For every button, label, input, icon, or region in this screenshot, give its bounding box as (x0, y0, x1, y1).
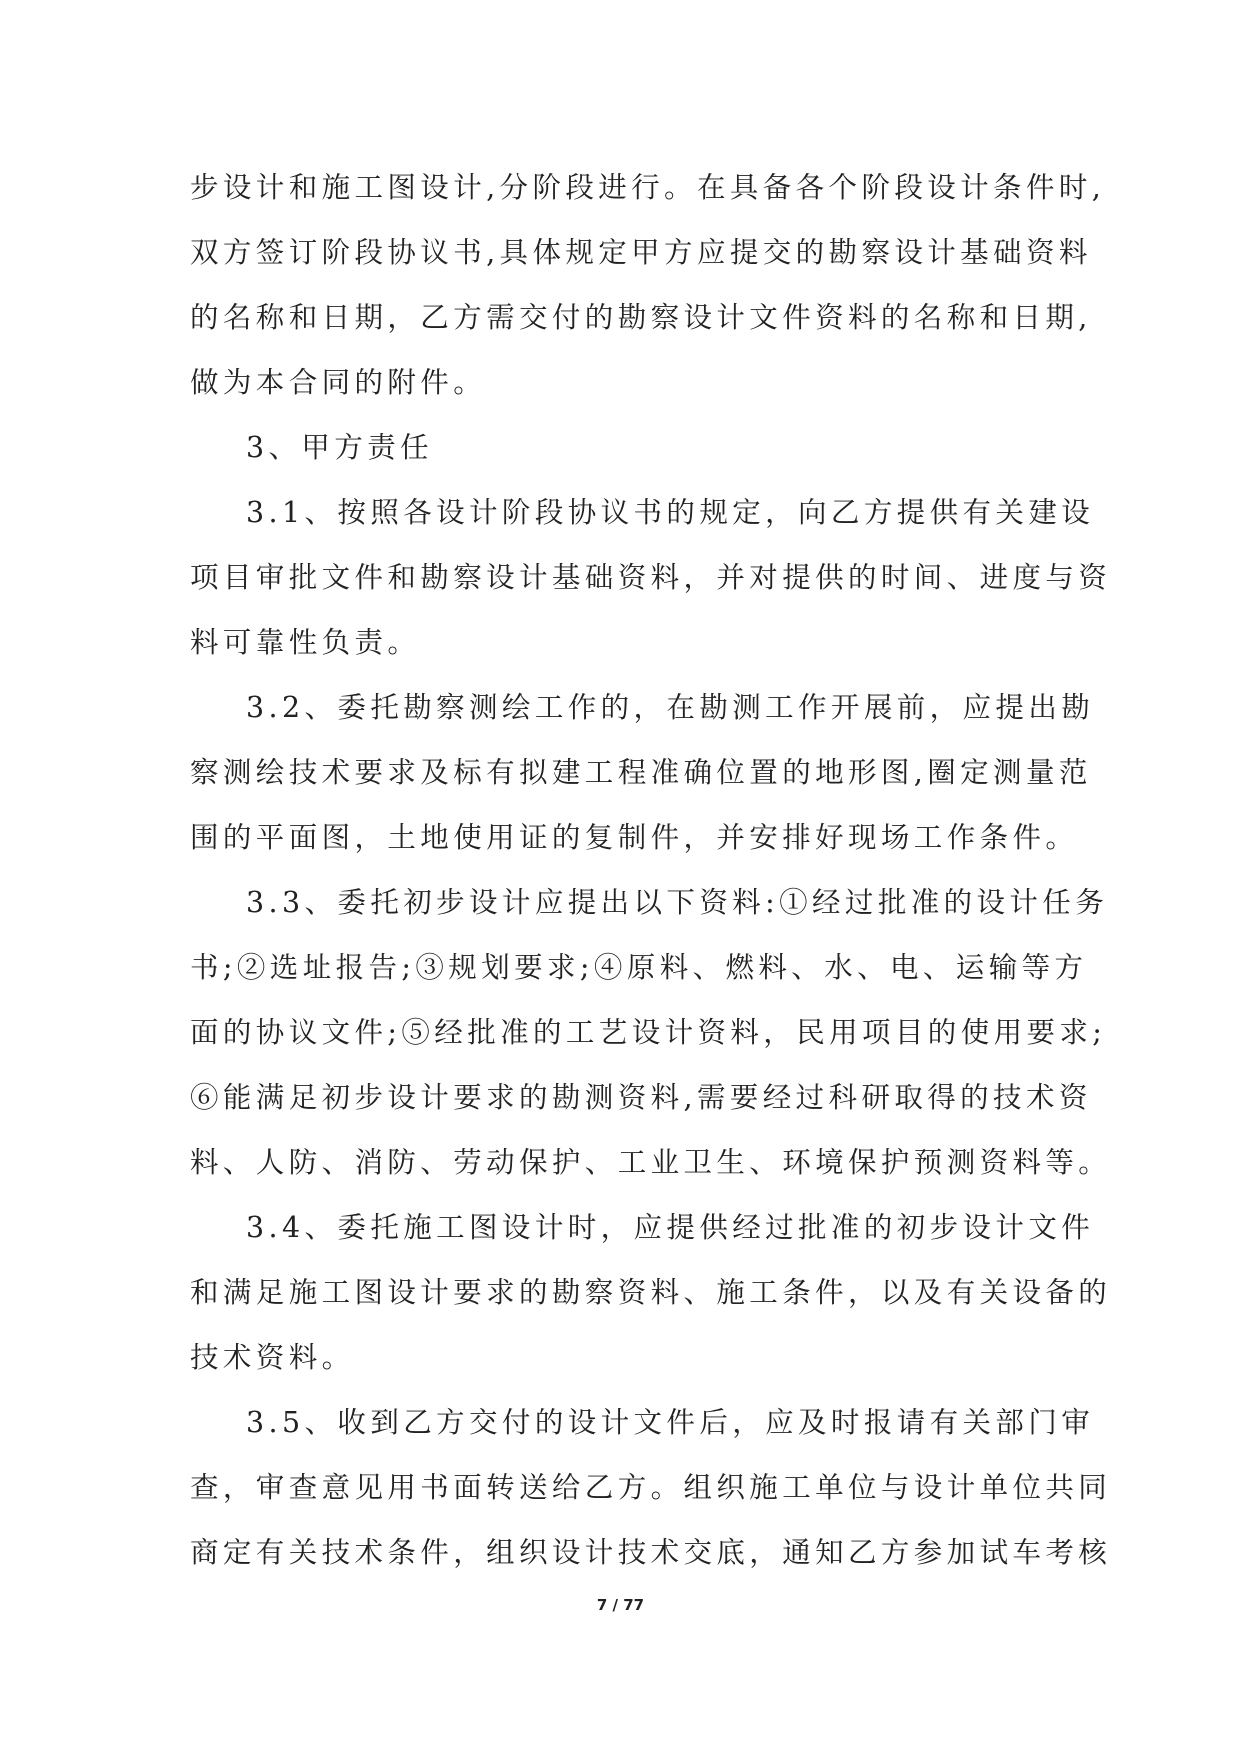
text-line: 双方签订阶段协议书,具体规定甲方应提交的勘察设计基础资料 (190, 236, 1092, 269)
text-line: 察测绘技术要求及标有拟建工程准确位置的地形图,圈定测量范 (190, 756, 1092, 789)
text-line: 3.5、收到乙方交付的设计文件后，应及时报请有关部门审 (246, 1406, 1095, 1439)
text-line: 面的协议文件;⑤经批准的工艺设计资料，民用项目的使用要求; (190, 1016, 1107, 1049)
text-line: 3.4、委托施工图设计时，应提供经过批准的初步设计文件 (246, 1211, 1095, 1244)
text-line: 3.2、委托勘察测绘工作的，在勘测工作开展前，应提出勘 (246, 691, 1095, 724)
text-line: 3、甲方责任 (246, 431, 434, 464)
text-line: 的名称和日期，乙方需交付的勘察设计文件资料的名称和日期, (190, 301, 1092, 334)
text-line: 3.3、委托初步设计应提出以下资料:①经过批准的设计任务 (246, 886, 1109, 919)
text-line: 查，审查意见用书面转送给乙方。组织施工单位与设计单位共同 (190, 1471, 1112, 1504)
text-line: 做为本合同的附件。 (190, 366, 487, 399)
document-body (190, 155, 1112, 1585)
page-number: 7 / 77 (596, 1596, 645, 1614)
text-line: 3.1、按照各设计阶段协议书的规定，向乙方提供有关建设 (246, 496, 1095, 529)
text-line: 书;②选址报告;③规划要求;④原料、燃料、水、电、运输等方 (190, 951, 1088, 984)
text-line: 商定有关技术条件，组织设计技术交底，通知乙方参加试车考核 (190, 1536, 1112, 1569)
text-line: 技术资料。 (190, 1341, 355, 1374)
text-line: 料可靠性负责。 (190, 626, 421, 659)
text-line: 料、人防、消防、劳动保护、工业卫生、环境保护预测资料等。 (190, 1146, 1112, 1179)
text-line: ⑥能满足初步设计要求的勘测资料,需要经过科研取得的技术资 (190, 1081, 1092, 1114)
text-line: 项目审批文件和勘察设计基础资料，并对提供的时间、进度与资 (190, 561, 1112, 594)
text-line: 和满足施工图设计要求的勘察资料、施工条件，以及有关设备的 (190, 1276, 1112, 1309)
text-line: 围的平面图，土地使用证的复制件，并安排好现场工作条件。 (190, 821, 1079, 854)
text-line: 步设计和施工图设计,分阶段进行。在具备各个阶段设计条件时, (190, 171, 1106, 204)
